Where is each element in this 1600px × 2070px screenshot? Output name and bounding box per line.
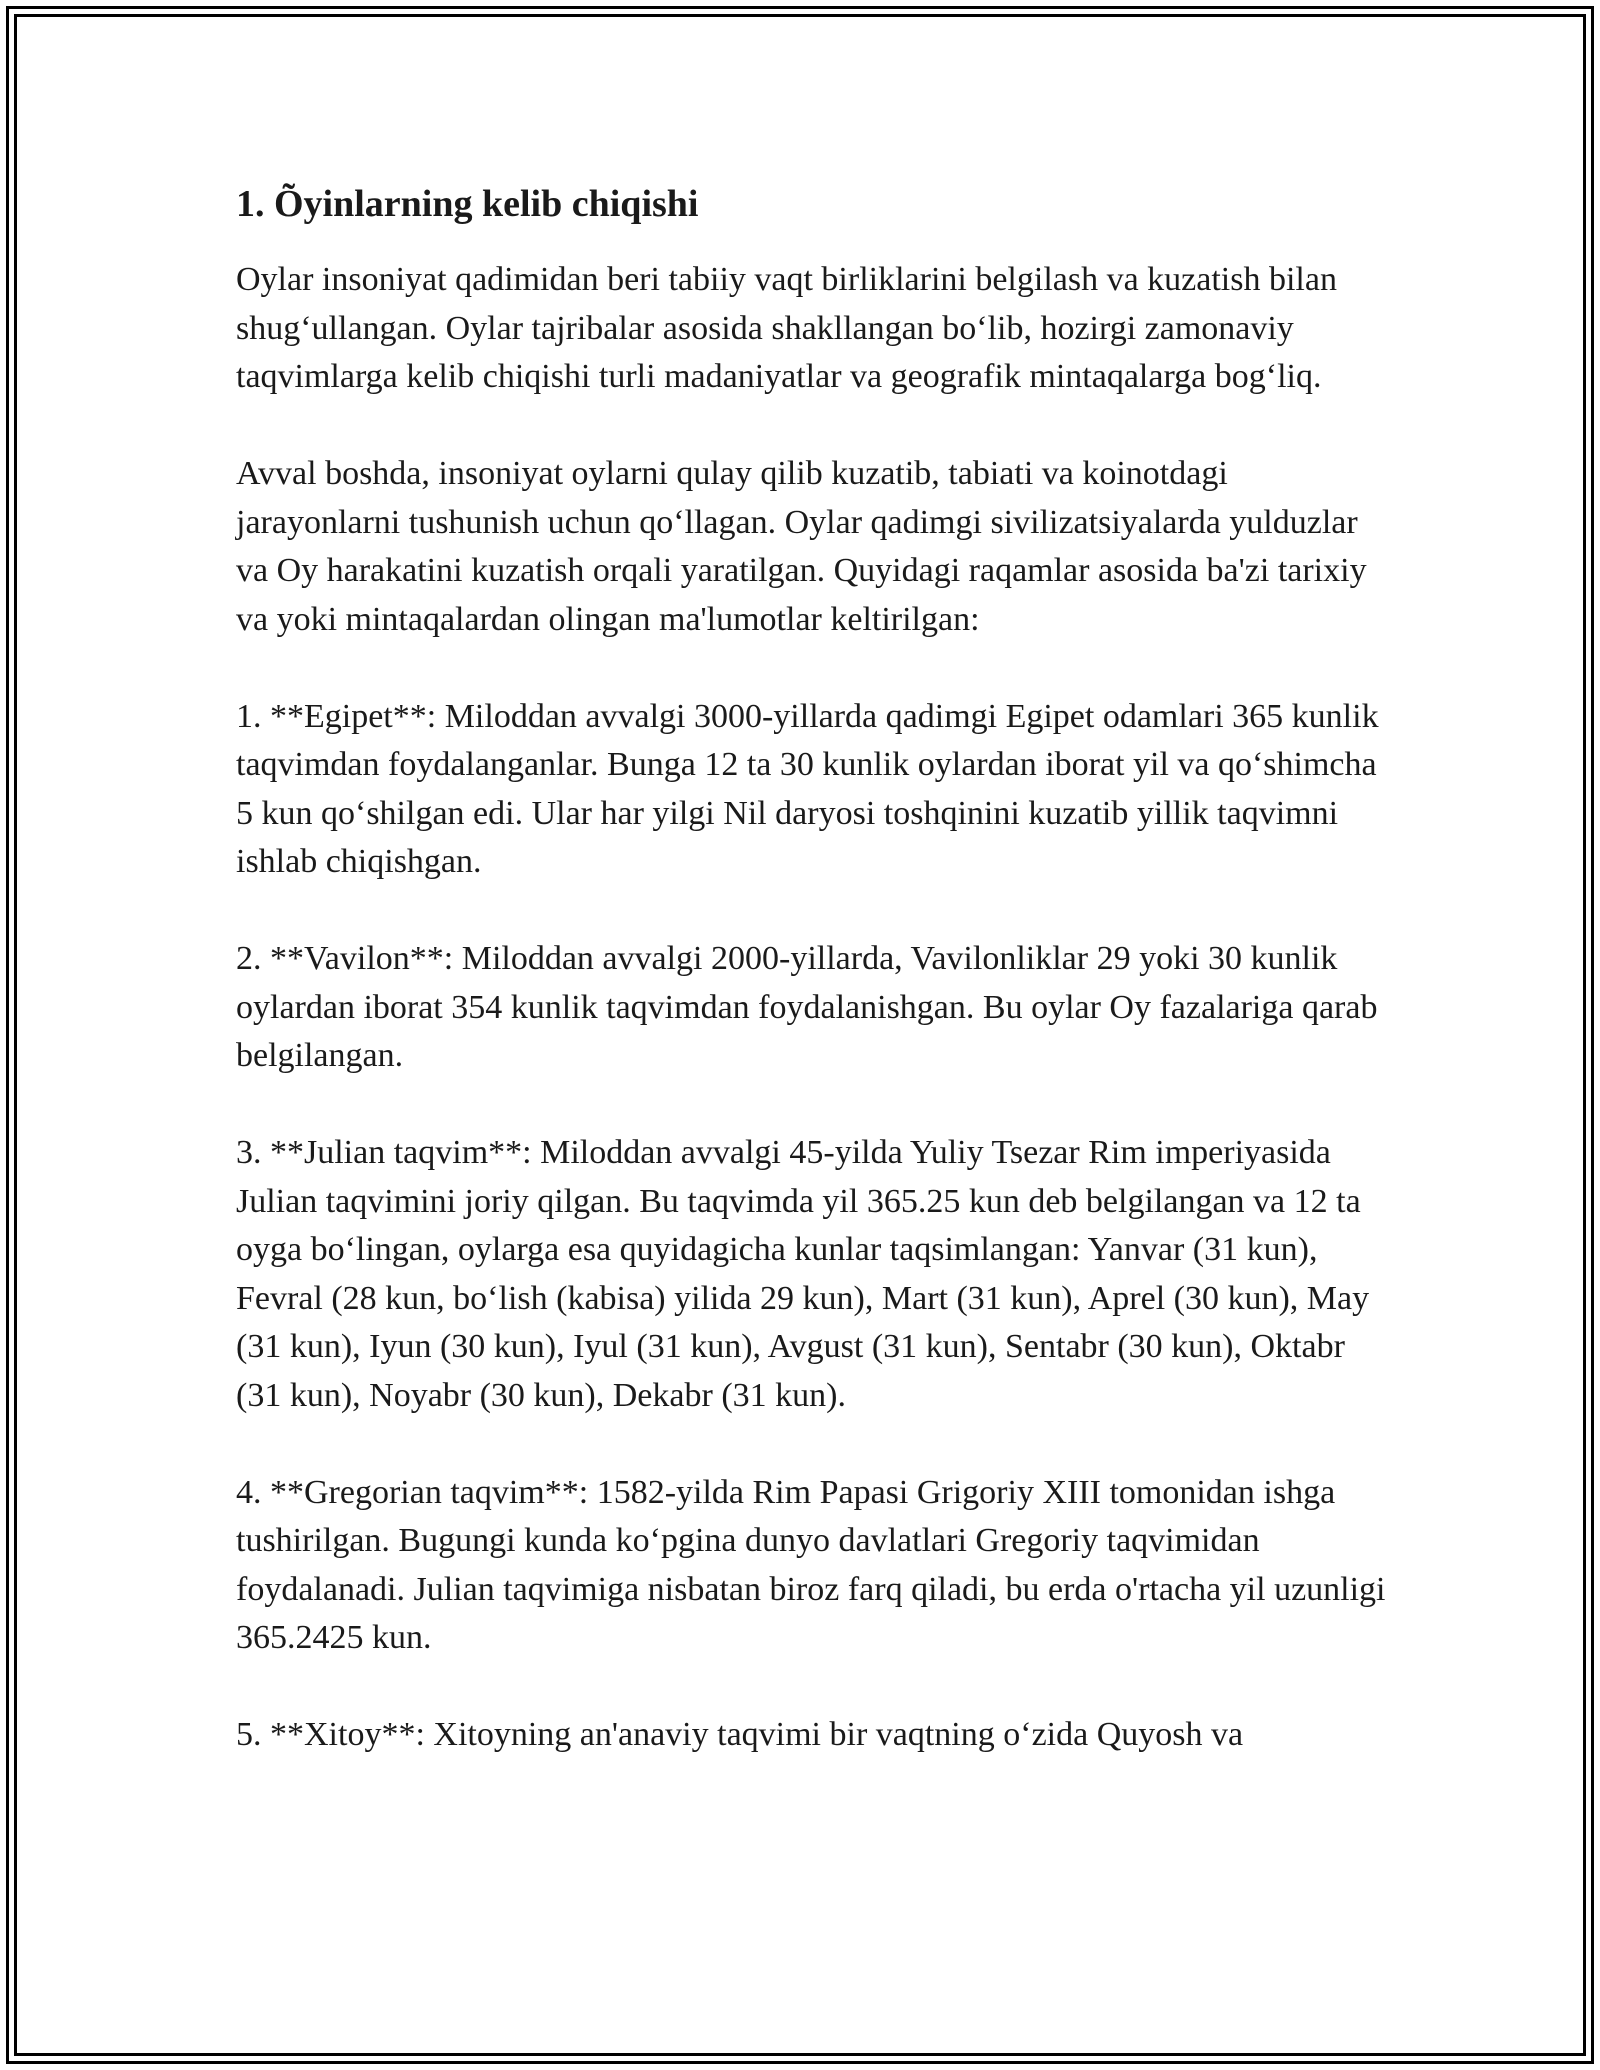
list-item-china: 5. **Xitoy**: Xitoyning an'anaviy taqvimi bir vaqtning o‘zida Quyosh va: [236, 1716, 1244, 1753]
list-item-egypt: 1. **Egipet**: Miloddan avvalgi 3000-yillarda qadimgi Egipet odamlari 365 kunlik taqvimdan foydalanganlar. Bunga 12 ta 30 kunlik oylardan iborat yil va qo‘shimcha 5 kun qo‘shilgan edi. Ular har yilgi Nil daryosi toshqinini kuzatib yillik taqvimni ishlab chiqishgan.: [236, 697, 1379, 880]
list-item-gregorian: 4. **Gregorian taqvim**: 1582-yilda Rim Papasi Grigoriy XIII tomonidan ishga tushirilgan. Bugungi kunda ko‘pgina dunyo davlatlari Gregoriy taqvimidan foydalanadi. Julian taqvimiga nisbatan biroz farq qiladi, bu erda o'rtacha yil uzunligi 365.2425 kun.: [236, 1473, 1386, 1656]
document-body: [236, 180, 1386, 1808]
list-item-julian: 3. **Julian taqvim**: Miloddan avvalgi 45-yilda Yuliy Tsezar Rim imperiyasida Julian taqvimini joriy qilgan. Bu taqvimda yil 365.25 kun deb belgilangan va 12 ta oyga bo‘lingan, oylarga esa quyidagicha kunlar taqsimlangan: Yanvar (31 kun), Fevral (28 kun, bo‘lish (kabisa) yilida 29 kun), Mart (31 kun), Aprel (30 kun), May (31 kun), Iyun (30 kun), Iyul (31 kun), Avgust (31 kun), Sentabr (30 kun), Oktabr (31 kun), Noyabr (30 kun), Dekabr (31 kun).: [236, 1134, 1370, 1414]
context-paragraph: Avval boshda, insoniyat oylarni qulay qilib kuzatib, tabiati va koinotdagi jarayonlarni tushunish uchun qo‘llagan. Oylar qadimgi sivilizatsiyalarda yulduzlar va Oy harakatini kuzatish orqali yaratilgan. Quyidagi raqamlar asosida ba'zi tarixiy va yoki mintaqalardan olingan ma'lumotlar keltirilgan:: [236, 455, 1367, 638]
section-heading: 1. Õyinlarning kelib chiqishi: [236, 183, 699, 225]
intro-paragraph: Oylar insoniyat qadimidan beri tabiiy vaqt birliklarini belgilash va kuzatish bilan shug‘ullangan. Oylar tajribalar asosida shakllangan bo‘lib, hozirgi zamonaviy taqvimlarga kelib chiqishi turli madaniyatlar va geografik mintaqalarga bog‘liq.: [236, 261, 1337, 395]
list-item-babylon: 2. **Vavilon**: Miloddan avvalgi 2000-yillarda, Vavilonliklar 29 yoki 30 kunlik oylardan iborat 354 kunlik taqvimdan foydalanishgan. Bu oylar Oy fazalariga qarab belgilangan.: [236, 940, 1378, 1074]
